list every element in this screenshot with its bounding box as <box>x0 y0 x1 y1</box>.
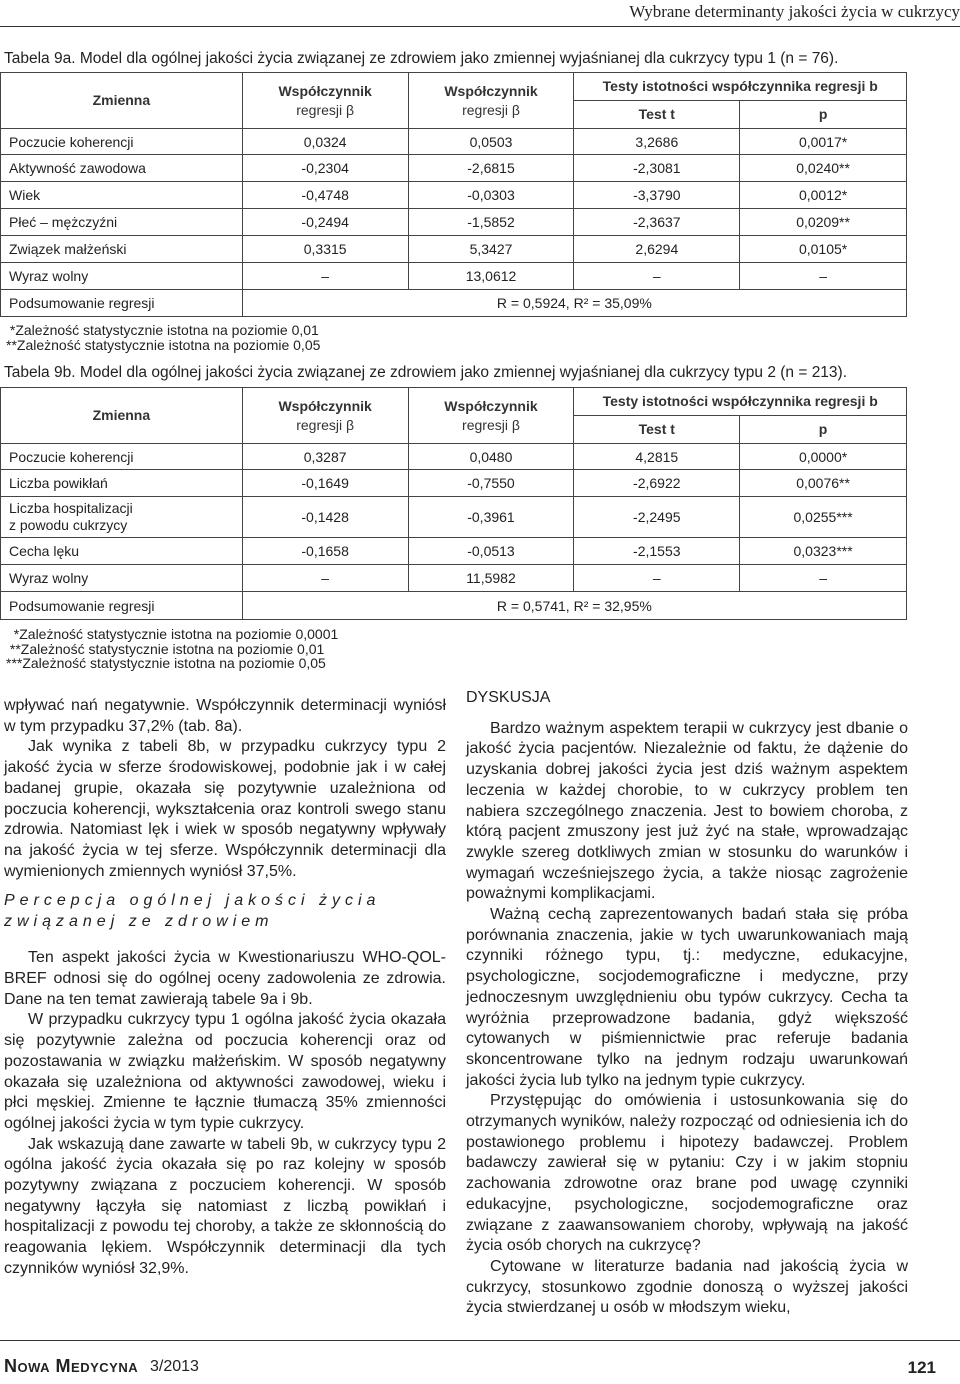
row-variable: Aktywność zawodowa <box>1 155 243 182</box>
table-row <box>1 182 907 209</box>
cell-b1: -0,1658 <box>242 538 408 565</box>
cell-p: 0,0323*** <box>740 538 907 565</box>
header-coef-1: Współczynnik regresji β <box>242 73 408 129</box>
section-heading: DYSKUSJA <box>466 689 551 706</box>
header-coef-1: Współczynnik regresji β <box>242 388 408 444</box>
table-9b <box>0 387 907 620</box>
page-number: 121 <box>907 1358 936 1377</box>
note: ***Zależność statystycznie istotna na poziomie 0,05 <box>6 655 326 671</box>
paragraph: Cytowane w literaturze badania nad jakością życia w cukrzycy, stosunkowo zgodnie donoszą o wyższej jakości życia stwierdzanej u osób w młodszym wieku, <box>466 1257 908 1317</box>
cell-t: -2,3081 <box>574 155 740 182</box>
note: **Zależność statystycznie istotna na poziomie 0,01 <box>6 640 325 657</box>
cell-t: 4,2815 <box>574 444 740 470</box>
row-variable: Wyraz wolny <box>1 263 243 290</box>
cell-t: -2,3637 <box>574 209 740 236</box>
cell-b2: -0,3961 <box>408 497 574 538</box>
cell-b2: -2,6815 <box>408 155 574 182</box>
header-p: p <box>740 416 907 444</box>
cell-p: 0,0017* <box>740 129 907 155</box>
cell-t: -3,3790 <box>574 182 740 209</box>
cell-b1: -0,2494 <box>242 209 408 236</box>
table-9a <box>0 72 907 317</box>
cell-t: -2,2495 <box>574 497 740 538</box>
cell-t: – <box>574 263 740 290</box>
table-9b-notes <box>6 627 338 671</box>
cell-b1: 0,0324 <box>242 129 408 155</box>
cell-p: 0,0255*** <box>740 497 907 538</box>
cell-b2: -0,0513 <box>408 538 574 565</box>
running-head-title: Wybrane determinanty jakości życia w cukrzycy <box>629 2 960 21</box>
note: *Zależność statystycznie istotna na poziomie 0,01 <box>6 322 319 338</box>
note: **Zależność statystycznie istotna na poziomie 0,05 <box>6 336 321 353</box>
row-variable: Związek małżeński <box>1 236 243 263</box>
header-variable: Zmienna <box>1 73 243 129</box>
table-row <box>1 129 907 155</box>
footer-rule <box>0 1340 960 1341</box>
paragraph: Ten aspekt jakości życia w Kwestionariuszu WHO-QOL-BREF odnosi się do ogólnej oceny zadowolenia ze zdrowia. Dane na ten temat zawierają tabele 9a i 9b. <box>4 949 446 1008</box>
journal-name: Nowa Medycyna <box>4 1356 139 1376</box>
cell-t: 2,6294 <box>574 236 740 263</box>
paragraph: Jak wskazują dane zawarte w tabeli 9b, w cukrzycy typu 2 ogólna jakość życia okazała się po raz kolejny w sposób pozytywny związana z poczuciem koherencji. W sposób negatywny łączyła się natomiast z liczbą powikłań i hospitalizacji z powodu tej choroby, a także ze skłonnością do reagowania lękiem. Współczynnik determinacji dla tych czynników wyniósł 32,9%. <box>4 1135 446 1277</box>
cell-p: 0,0076** <box>740 470 907 497</box>
cell-b2: -1,5852 <box>408 209 574 236</box>
paragraph: Bardzo ważnym aspektem terapii w cukrzycy jest dbanie o jakość życia pacjentów. Niezależnie od faktu, że dążenie do uzyskania dobrej jakości życia jest dziś ważnym aspektem leczenia w każdej chorobie, to w cukrzycy problem ten nabiera szczególnego znaczenia. Jest to bowiem choroba, z którą pacjent zmuszony jest już żyć na stałe, wprowadzając zwykle szereg dotkliwych zmian w stosunku do warunków i wymagań wcześniejszego życia, a także niosąc zagrożenie poważnymi komplikacjami. <box>466 719 908 903</box>
row-variable: Liczba hospitalizacji z powodu cukrzycy <box>1 497 243 538</box>
cell-b2: 5,3427 <box>408 236 574 263</box>
cell-p: 0,0000* <box>740 444 907 470</box>
cell-p: 0,0240** <box>740 155 907 182</box>
table-row <box>1 236 907 263</box>
table-9a-notes <box>6 323 320 352</box>
cell-b1: -0,1428 <box>242 497 408 538</box>
table-row <box>1 497 907 538</box>
paragraph: Ważną cechą zaprezentowanych badań stała się próba porównania znaczenia, jakie w tych uwarunkowaniach mają czynniki różnego typu, tj.: medyczne, edukacyjne, psychologiczne, socjodemograficzne i medyczne, przy jednoczesnym uwzględnieniu obu typów cukrzycy. Cecha ta wyróżnia przeprowadzone badania, gdyż większość cytowanych w piśmiennictwie prac referuje badania skoncentrowane tylko na jednym rodzaju uwarunkowań jakości życia lub tylko na jednym typie cukrzycy. <box>466 906 908 1089</box>
summary-row <box>1 290 907 317</box>
header-p: p <box>740 101 907 129</box>
paragraph: wpływać nań negatywnie. Współczynnik determinacji wyniósł w tym przypadku 37,2% (tab. 8a). <box>4 697 446 735</box>
cell-t: – <box>574 565 740 592</box>
row-variable: Wyraz wolny <box>1 565 243 592</box>
cell-b1: -0,2304 <box>242 155 408 182</box>
cell-b1: – <box>242 565 408 592</box>
cell-b2: 13,0612 <box>408 263 574 290</box>
cell-b1: -0,1649 <box>242 470 408 497</box>
table-row <box>1 209 907 236</box>
cell-b2: -0,7550 <box>408 470 574 497</box>
cell-b1: – <box>242 263 408 290</box>
cell-p: – <box>740 565 907 592</box>
cell-b2: 0,0503 <box>408 129 574 155</box>
table-row <box>1 155 907 182</box>
right-column <box>466 688 908 1319</box>
cell-p: – <box>740 263 907 290</box>
cell-p: 0,0209** <box>740 209 907 236</box>
summary-value: R = 0,5741, R² = 32,95% <box>242 592 906 620</box>
row-variable: Płeć – mężczyźni <box>1 209 243 236</box>
header-coef-2: Współczynnik regresji β <box>408 73 574 129</box>
journal-issue: 3/2013 <box>150 1358 199 1375</box>
paragraph: Jak wynika z tabeli 8b, w przypadku cukrzycy typu 2 jakość życia w sferze środowiskowej, podobnie jak i w całej badanej grupie, okazała się pozytywnie uzależniona od poczucia koherencji, wykształcenia oraz kontroli swego stanu zdrowia. Natomiast lęk i wiek w sposób negatywny wpływały na jakość życia w tej sferze. Współczynnik determinacji dla wymienionych zmiennych wyniósł 37,5%. <box>4 738 446 880</box>
cell-b2: 0,0480 <box>408 444 574 470</box>
table-row <box>1 470 907 497</box>
summary-value: R = 0,5924, R² = 35,09% <box>242 290 906 317</box>
cell-b2: -0,0303 <box>408 182 574 209</box>
summary-row <box>1 592 907 620</box>
table-header-row <box>1 73 907 101</box>
header-tests: Testy istotności współczynnika regresji b <box>574 73 907 101</box>
running-head <box>0 0 960 27</box>
paragraph: W przypadku cukrzycy typu 1 ogólna jakość życia okazała się pozytywnie zależna od poczucia koherencji oraz od pozostawania w związku małżeńskim. W sposób negatywny okazała się uzależniona od aktywności zawodowej, wieku i płci męskiej. Zmienne te łącznie tłumaczą 35% zmienności ogólnej jakości życia w tym typie cukrzycy. <box>4 1011 446 1132</box>
cell-b1: -0,4748 <box>242 182 408 209</box>
table-row <box>1 263 907 290</box>
summary-label: Podsumowanie regresji <box>1 290 243 317</box>
section-subheading: Percepcja ogólnej jakości życia związanej ze zdrowiem <box>4 892 381 931</box>
cell-b2: 11,5982 <box>408 565 574 592</box>
table-9b-caption: Tabela 9b. Model dla ogólnej jakości życia związanej ze zdrowiem jako zmiennej wyjaśnianej dla cukrzycy typu 2 (n = 213). <box>4 364 848 381</box>
row-variable: Cecha lęku <box>1 538 243 565</box>
table-row <box>1 565 907 592</box>
header-test-t: Test t <box>574 101 740 129</box>
header-coef-2: Współczynnik regresji β <box>408 388 574 444</box>
table-row <box>1 444 907 470</box>
header-variable: Zmienna <box>1 388 243 444</box>
cell-p: 0,0105* <box>740 236 907 263</box>
cell-t: -2,1553 <box>574 538 740 565</box>
row-variable: Poczucie koherencji <box>1 129 243 155</box>
cell-b1: 0,3315 <box>242 236 408 263</box>
cell-b1: 0,3287 <box>242 444 408 470</box>
cell-p: 0,0012* <box>740 182 907 209</box>
table-9a-caption: Tabela 9a. Model dla ogólnej jakości życia związanej ze zdrowiem jako zmiennej wyjaśnianej dla cukrzycy typu 1 (n = 76). <box>4 50 839 67</box>
left-column <box>4 696 446 1280</box>
summary-label: Podsumowanie regresji <box>1 592 243 620</box>
note: *Zależność statystycznie istotna na poziomie 0,0001 <box>6 626 339 642</box>
paragraph: Przystępując do omówienia i ustosunkowania się do otrzymanych wyników, należy rozpocząć od odniesienia ich do postawionego problemu i hipotezy badawczej. Problem badawczy zawierał się w pytaniu: Czy i w jakim stopniu zachowania zdrowotne oraz brane pod uwagę czynniki edukacyjne, psychologiczne, socjodemograficzne oraz związane z zaawansowaniem choroby, wpływają na jakość życia osób chorych na cukrzycę? <box>466 1092 909 1255</box>
table-row <box>1 538 907 565</box>
header-tests: Testy istotności współczynnika regresji b <box>574 388 907 416</box>
header-test-t: Test t <box>574 416 740 444</box>
cell-t: -2,6922 <box>574 470 740 497</box>
row-variable: Liczba powikłań <box>1 470 243 497</box>
row-variable: Wiek <box>1 182 243 209</box>
table-header-row <box>1 388 907 416</box>
cell-t: 3,2686 <box>574 129 740 155</box>
row-variable: Poczucie koherencji <box>1 444 243 470</box>
